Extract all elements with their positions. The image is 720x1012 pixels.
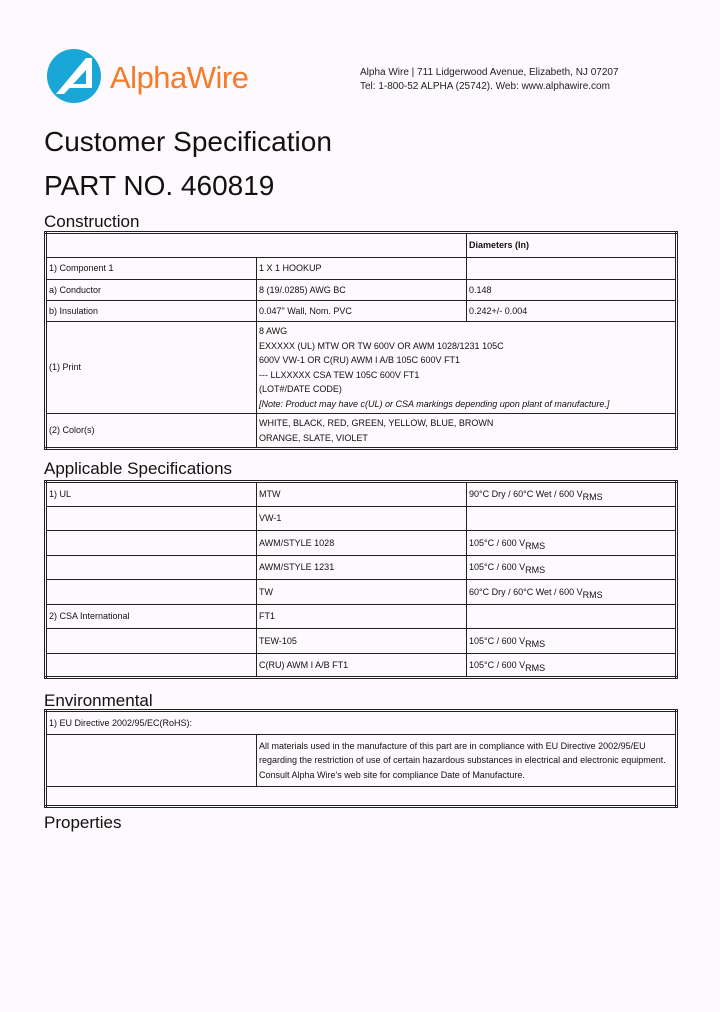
- directive-label: 1) EU Directive 2002/95/EC(RoHS):: [46, 711, 677, 735]
- table-row: AWM/STYLE 1231 105°C / 600 $V_{RMS}$: [46, 555, 677, 580]
- print-note: [Note: Product may have c(UL) or CSA markings depending upon plant of manufacture.]: [259, 398, 610, 409]
- table-row: TW 60°C Dry / 60°C Wet / 600 $V_{RMS}$: [46, 580, 677, 605]
- applicable-heading: Applicable Specifications: [44, 459, 233, 478]
- applicable-specs-table: [44, 480, 678, 679]
- table-row: b) Insulation 0.047" Wall, Nom. PVC 0.242+/- 0.004: [46, 301, 677, 322]
- address-line: Alpha Wire | 711 Lidgerwood Avenue, Elizabeth, NJ 07207: [360, 67, 619, 78]
- rohs-text: All materials used in the manufacture of this part are in compliance with EU Directive 2002/95/EU regarding the restriction of use of certain hazardous substances in electrical and electronic equipment. Consult Alpha Wire's web site for compliance Date of Manufacture.: [257, 735, 677, 787]
- page-title: Customer Specification: [44, 126, 332, 157]
- diameters-header: Diameters (In): [467, 233, 677, 258]
- table-row: AWM/STYLE 1028 105°C / 600 $V_{RMS}$: [46, 531, 677, 556]
- alphawire-logo-icon: [46, 48, 102, 104]
- table-row: C(RU) AWM I A/B FT1 105°C / 600 $V_{RMS}$: [46, 653, 677, 678]
- colors-row: (2) Color(s) WHITE, BLACK, RED, GREEN, YELLOW, BLUE, BROWN ORANGE, SLATE, VIOLET: [46, 414, 677, 449]
- environmental-table: [44, 709, 678, 808]
- part-number: PART NO. 460819: [44, 170, 275, 201]
- table-row: VW-1: [46, 506, 677, 531]
- table-row: TEW-105 105°C / 600 $V_{RMS}$: [46, 629, 677, 654]
- print-row: (1) Print 8 AWG EXXXXX (UL) MTW OR TW 600V OR AWM 1028/1231 105C 600V VW-1 OR C(RU) AWM I A/B 105C 600V FT1 --- LLXXXXX CSA TEW 105C 600V FT1 (LOT#/DATE CODE) [Note: Product may have c(UL) or CSA markings depending upon plant of manufacture.]: [46, 322, 677, 414]
- properties-heading: Properties: [44, 813, 122, 832]
- print-text: 8 AWG EXXXXX (UL) MTW OR TW 600V OR AWM 1028/1231 105C 600V VW-1 OR C(RU) AWM I A/B 105C 600V FT1 --- LLXXXXX CSA TEW 105C 600V FT1 (LOT#/DATE CODE) [Note: Product may have c(UL) or CSA markings depending upon plant of manufacture.]: [257, 322, 677, 414]
- contact-line: Tel: 1-800-52 ALPHA (25742). Web: www.alphawire.com: [360, 81, 610, 92]
- environmental-heading: Environmental: [44, 691, 153, 710]
- construction-heading: Construction: [44, 212, 140, 231]
- table-row: 1) Component 1 1 X 1 HOOKUP: [46, 258, 677, 280]
- table-row: a) Conductor 8 (19/.0285) AWG BC 0.148: [46, 280, 677, 301]
- table-row: 2) CSA International FT1: [46, 604, 677, 629]
- table-row: 1) UL MTW 90°C Dry / 60°C Wet / 600 $V_{RMS}$: [46, 482, 677, 507]
- construction-table: [44, 231, 678, 450]
- brand-name: AlphaWire: [110, 60, 249, 95]
